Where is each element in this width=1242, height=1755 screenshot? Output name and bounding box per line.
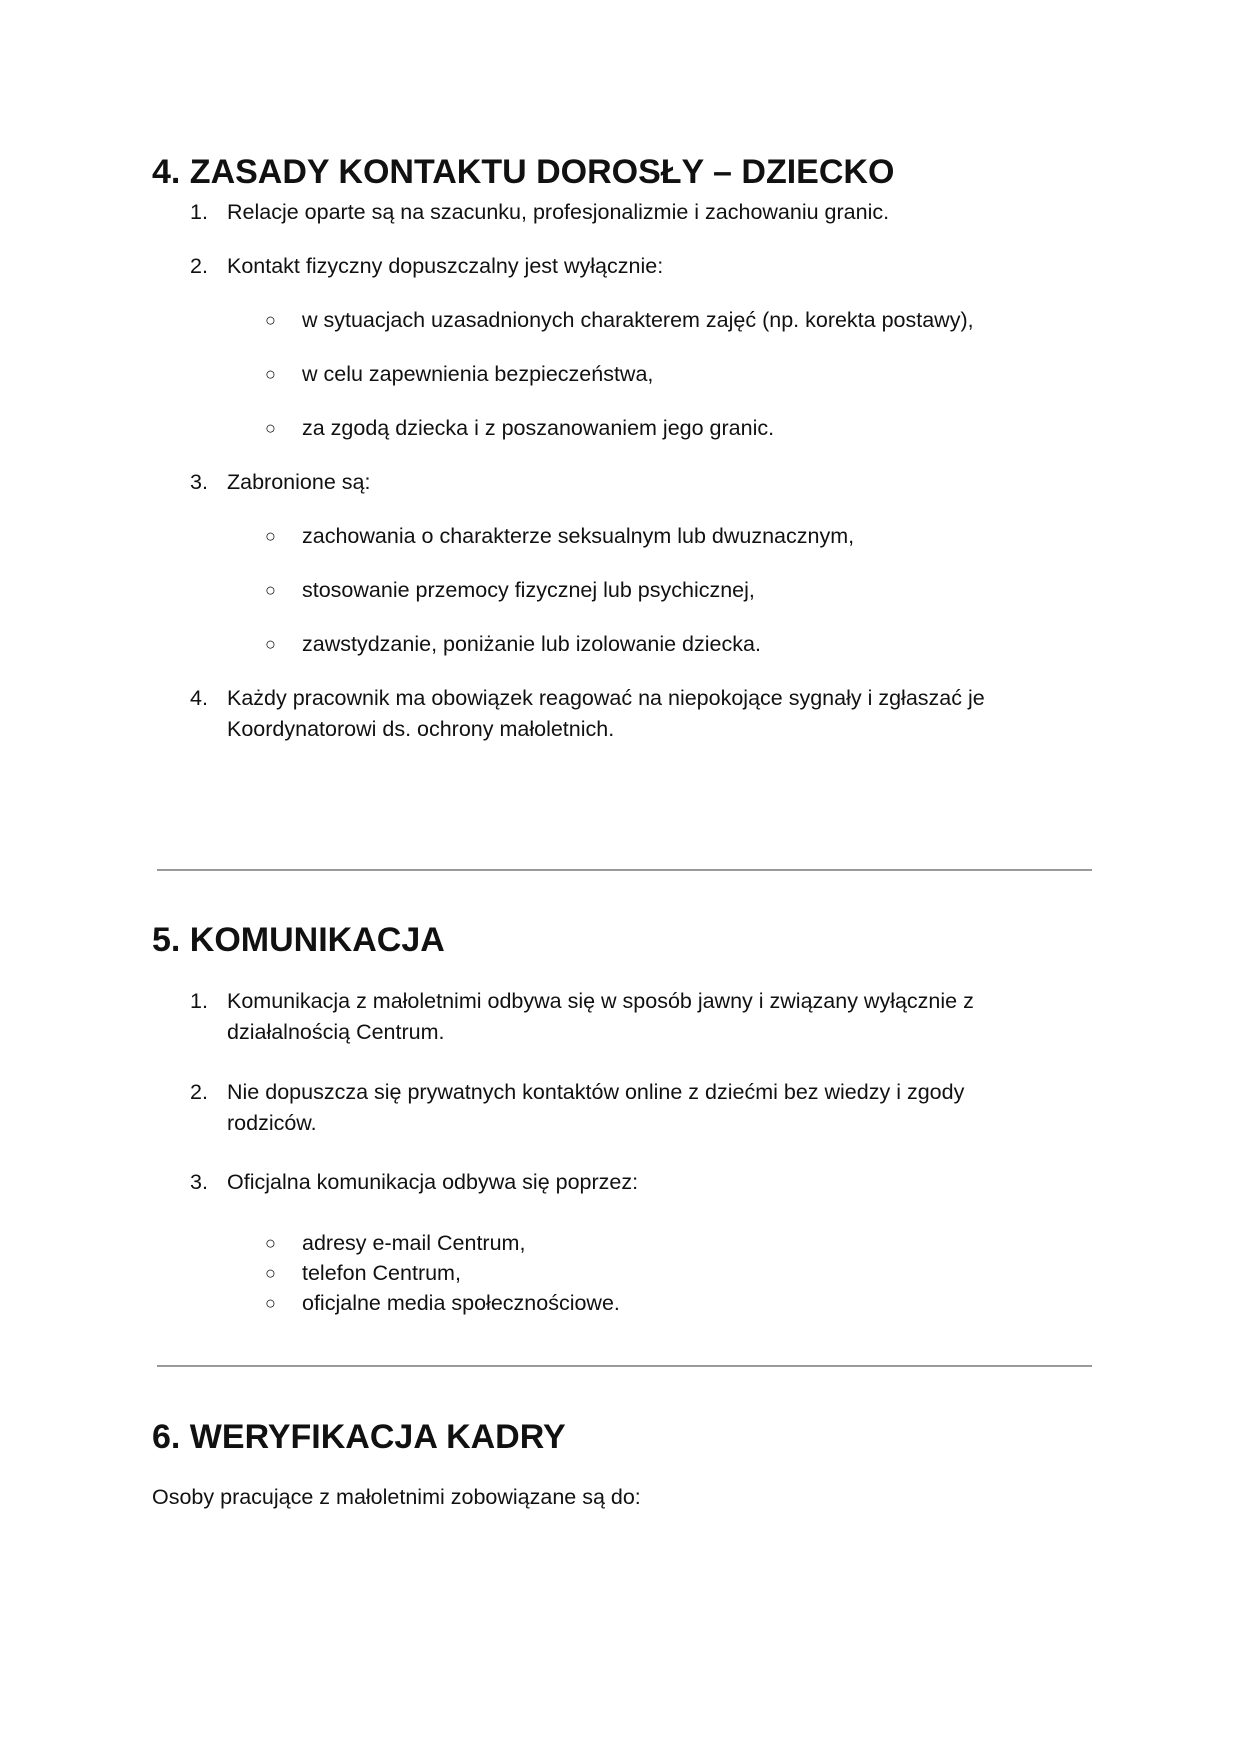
circle-bullet-icon: ○ <box>265 310 276 330</box>
list-item-text <box>227 683 1067 745</box>
circle-bullet-icon: ○ <box>265 418 276 438</box>
circle-bullet-icon: ○ <box>265 1293 276 1313</box>
list-item-text-line: działalnością Centrum. <box>227 1020 445 1044</box>
list-item-text-line: rodziców. <box>227 1111 317 1135</box>
sub-list-item-text: za zgodą dziecka i z poszanowaniem jego granic. <box>302 416 775 440</box>
sub-list-item-text: zachowania o charakterze seksualnym lub dwuznacznym, <box>302 524 855 548</box>
list-number: 3. <box>190 1170 208 1194</box>
list-number: 3. <box>190 470 208 494</box>
list-number: 2. <box>190 254 208 278</box>
sub-list-item-text: zawstydzanie, poniżanie lub izolowanie dziecka. <box>302 632 761 656</box>
circle-bullet-icon: ○ <box>265 364 276 384</box>
list-item-text <box>227 1077 1067 1139</box>
list-item-text-line: Komunikacja z małoletnimi odbywa się w sposób jawny i związany wyłącznie z <box>227 989 974 1013</box>
circle-bullet-icon: ○ <box>265 526 276 546</box>
list-number: 2. <box>190 1080 208 1104</box>
sub-list-item-text: w celu zapewnienia bezpieczeństwa, <box>302 362 654 386</box>
list-item-text-line: Koordynatorowi ds. ochrony małoletnich. <box>227 717 615 741</box>
list-item-text: Oficjalna komunikacja odbywa się poprzez: <box>227 1170 639 1194</box>
list-number: 1. <box>190 200 208 224</box>
list-item-text-line: Każdy pracownik ma obowiązek reagować na niepokojące sygnały i zgłaszać je <box>227 686 985 710</box>
list-item-text <box>227 986 1067 1048</box>
list-number: 1. <box>190 989 208 1013</box>
list-item-text-line: Nie dopuszcza się prywatnych kontaktów online z dziećmi bez wiedzy i zgody <box>227 1080 965 1104</box>
circle-bullet-icon: ○ <box>265 1263 276 1283</box>
sub-list-item-text: stosowanie przemocy fizycznej lub psychicznej, <box>302 578 755 602</box>
circle-bullet-icon: ○ <box>265 634 276 654</box>
horizontal-divider <box>157 869 1092 871</box>
sub-list-item-text: adresy e-mail Centrum, <box>302 1231 526 1255</box>
circle-bullet-icon: ○ <box>265 1233 276 1253</box>
section-6-intro: Osoby pracujące z małoletnimi zobowiązane są do: <box>152 1485 641 1509</box>
horizontal-divider <box>157 1365 1092 1367</box>
section-4-heading: 4. ZASADY KONTAKTU DOROSŁY – DZIECKO <box>152 153 895 191</box>
section-6-heading: 6. WERYFIKACJA KADRY <box>152 1418 566 1456</box>
list-item-text: Zabronione są: <box>227 470 371 494</box>
list-item-text: Kontakt fizyczny dopuszczalny jest wyłącznie: <box>227 254 664 278</box>
section-5-heading: 5. KOMUNIKACJA <box>152 921 445 959</box>
circle-bullet-icon: ○ <box>265 580 276 600</box>
list-item-text: Relacje oparte są na szacunku, profesjonalizmie i zachowaniu granic. <box>227 200 890 224</box>
list-number: 4. <box>190 686 208 710</box>
sub-list-item-text: oficjalne media społecznościowe. <box>302 1291 620 1315</box>
sub-list-item-text: w sytuacjach uzasadnionych charakterem zajęć (np. korekta postawy), <box>302 308 974 332</box>
sub-list-item-text: telefon Centrum, <box>302 1261 461 1285</box>
